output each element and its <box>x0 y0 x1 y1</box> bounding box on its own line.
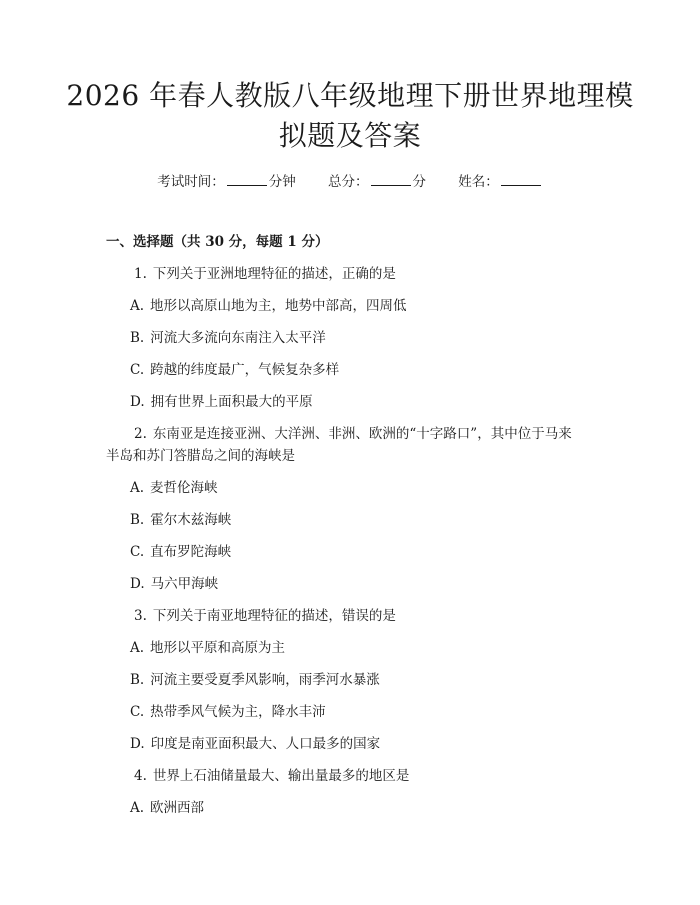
answer-option <box>130 390 313 410</box>
question-number: 1. <box>134 266 147 282</box>
exam-time-field <box>157 170 296 190</box>
score-unit: 分 <box>412 174 426 190</box>
name-blank <box>501 173 541 186</box>
time-blank <box>227 173 267 186</box>
option-letter: A. <box>130 640 145 656</box>
section-heading: 一、选择题（共 30 分，每题 1 分） <box>106 234 329 250</box>
answer-option <box>130 540 231 560</box>
question-stem <box>134 604 396 624</box>
option-letter: D. <box>130 736 145 752</box>
option-letter: B. <box>130 512 145 528</box>
option-letter: C. <box>130 362 145 378</box>
answer-option <box>130 476 218 496</box>
option-text: 霍尔木兹海峡 <box>150 512 232 528</box>
option-text: 地形以平原和高原为主 <box>150 640 286 656</box>
option-text: 地形以高原山地为主，地势中部高，四周低 <box>150 298 407 314</box>
total-score-field <box>328 170 426 190</box>
answer-option <box>130 326 326 346</box>
score-blank <box>371 173 411 186</box>
option-letter: B. <box>130 672 145 688</box>
exam-info-line <box>0 170 700 190</box>
answer-option <box>130 700 326 720</box>
question-number: 3. <box>134 608 147 624</box>
option-text: 拥有世界上面积最大的平原 <box>150 394 313 410</box>
option-letter: A. <box>130 480 145 496</box>
question-number: 4. <box>134 768 147 784</box>
question-text: 世界上石油储量最大、输出量最多的地区是 <box>152 768 410 784</box>
option-letter: A. <box>130 800 145 816</box>
answer-option <box>130 732 380 752</box>
title-line-1: 2026 年春人教版八年级地理下册世界地理模 <box>66 79 634 112</box>
question-stem <box>134 262 396 282</box>
option-letter: C. <box>130 544 145 560</box>
option-text: 马六甲海峡 <box>150 576 219 592</box>
title-line-2: 拟题及答案 <box>278 119 422 152</box>
option-letter: C. <box>130 704 145 720</box>
answer-option <box>130 572 218 592</box>
name-label: 姓名： <box>458 174 499 190</box>
question-text: 下列关于亚洲地理特征的描述，正确的是 <box>152 266 396 282</box>
question-text: 下列关于南亚地理特征的描述，错误的是 <box>152 608 396 624</box>
option-text: 跨越的纬度最广，气候复杂多样 <box>150 362 340 378</box>
name-field <box>458 170 543 190</box>
option-letter: A. <box>130 298 145 314</box>
answer-option <box>130 668 380 688</box>
answer-option <box>130 796 204 816</box>
answer-option <box>130 358 339 378</box>
option-text: 欧洲西部 <box>150 800 205 816</box>
option-text: 直布罗陀海峡 <box>150 544 232 560</box>
answer-option <box>130 636 285 656</box>
time-label: 考试时间： <box>157 174 225 190</box>
option-text: 河流主要受夏季风影响，雨季河水暴涨 <box>150 672 380 688</box>
option-text: 麦哲伦海峡 <box>150 480 218 496</box>
option-text: 印度是南亚面积最大、人口最多的国家 <box>150 736 381 752</box>
question-stem <box>134 422 572 442</box>
question-stem <box>134 764 409 784</box>
time-unit: 分钟 <box>268 174 296 190</box>
document-title <box>60 76 640 156</box>
answer-option <box>130 508 231 528</box>
option-text: 河流大多流向东南注入太平洋 <box>150 330 326 346</box>
score-label: 总分： <box>328 174 369 190</box>
question-text: 东南亚是连接亚洲、大洋洲、非洲、欧洲的“十字路口”，其中位于马来 <box>152 426 572 442</box>
option-letter: D. <box>130 394 145 410</box>
answer-option <box>130 294 407 314</box>
question-text-continued: 半岛和苏门答腊岛之间的海峡是 <box>106 448 295 464</box>
option-letter: D. <box>130 576 145 592</box>
question-number: 2. <box>134 426 147 442</box>
option-letter: B. <box>130 330 145 346</box>
option-text: 热带季风气候为主，降水丰沛 <box>150 704 326 720</box>
